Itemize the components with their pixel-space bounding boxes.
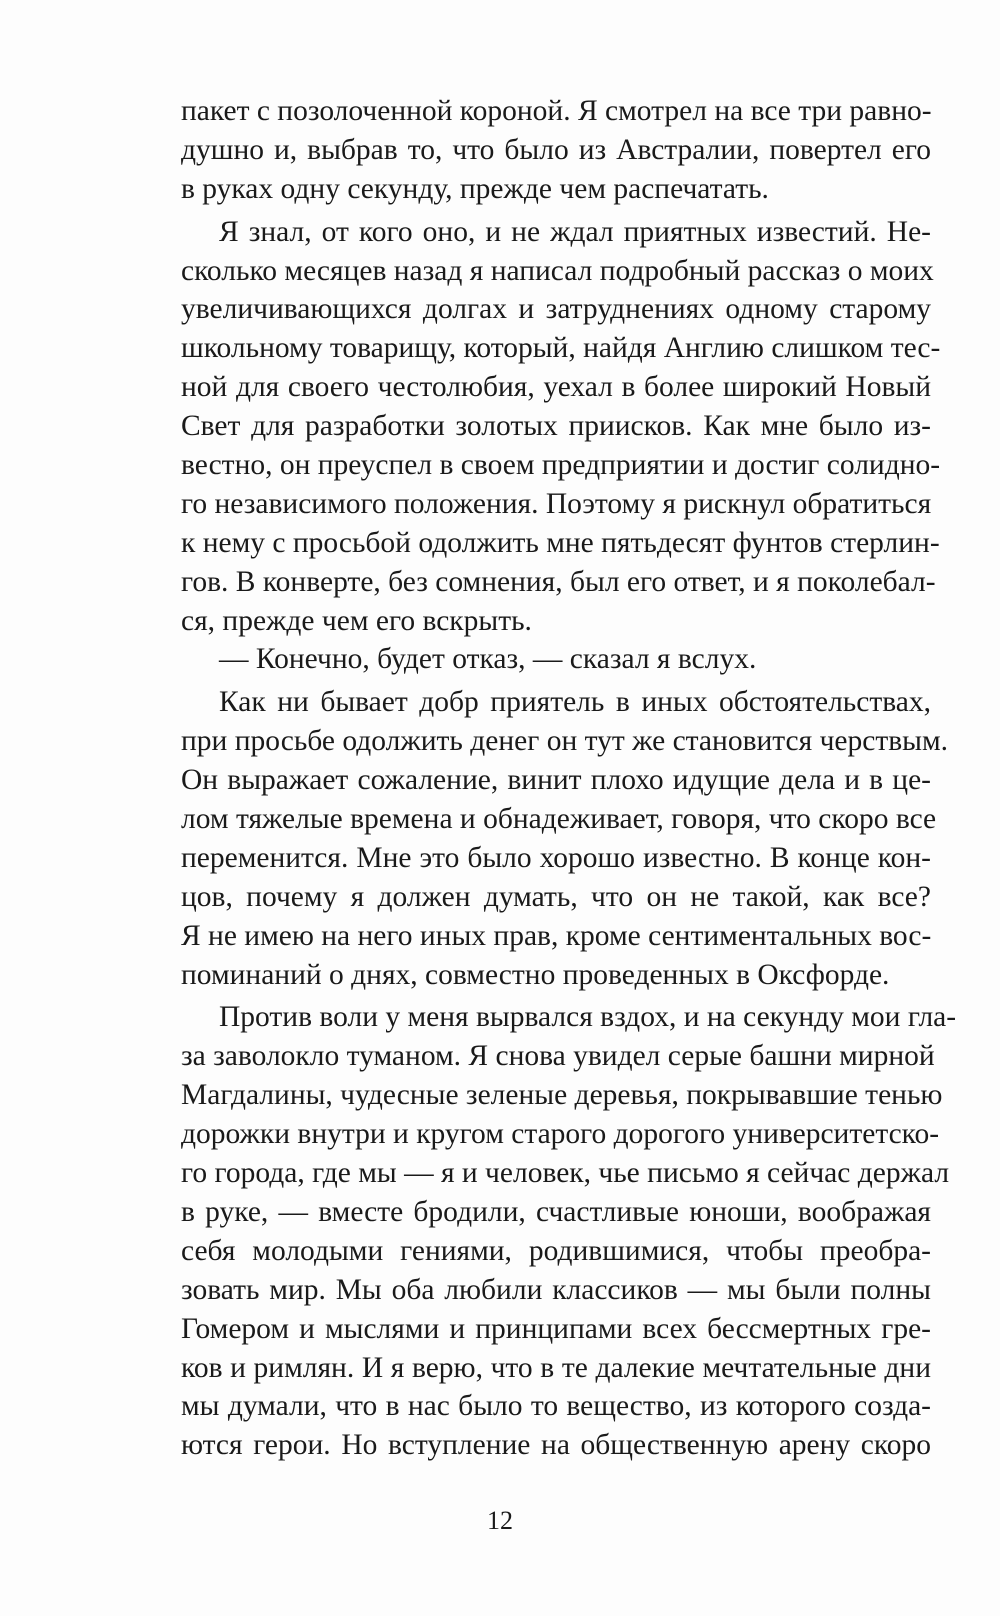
text-line: Я знал, от кого оно, и не ждал приятных известий. Не-	[219, 215, 931, 248]
text-line: ются герои. Но вступление на общественную арену скоро	[181, 1429, 931, 1462]
text-line: увеличивающихся долгах и затруднениях одному старому	[181, 293, 931, 326]
text-line: поминаний о днях, совместно проведенных в Оксфорде.	[181, 958, 890, 991]
text-line: — Конечно, будет отказ, — сказал я вслух.	[219, 643, 757, 676]
text-line: лом тяжелые времена и обнадеживает, говоря, что скоро все	[181, 803, 937, 836]
text-line: ков и римлян. И я верю, что в те далекие мечтательные дни	[181, 1351, 931, 1384]
body-text	[181, 92, 957, 1465]
text-line: Я не имею на него иных прав, кроме сентиментальных вос-	[181, 919, 932, 952]
text-line: душно и, выбрав то, что было из Австралии, повертел его	[181, 133, 931, 166]
text-line: ной для своего честолюбия, уехал в более широкий Новый	[181, 371, 931, 404]
text-line: ся, прежде чем его вскрыть.	[181, 604, 532, 637]
text-line: дорожки внутри и кругом старого дорогого университетско-	[181, 1118, 940, 1151]
text-line: в руках одну секунду, прежде чем распечатать.	[181, 172, 769, 205]
text-line: Как ни бывает добр приятель в иных обстоятельствах,	[219, 686, 931, 719]
text-line: переменится. Мне это было хорошо известно. В конце кон-	[181, 841, 931, 874]
text-line: пакет с позолоченной короной. Я смотрел на все три равно-	[181, 95, 932, 127]
text-line: к нему с просьбой одолжить мне пятьдесят фунтов стерлин-	[181, 526, 940, 559]
text-line: вестно, он преуспел в своем предприятии и достиг солидно-	[181, 449, 941, 482]
text-line: в руке, — вместе бродили, счастливые юноши, воображая	[181, 1195, 931, 1228]
text-line: Свет для разработки золотых приисков. Как мне было из-	[181, 410, 931, 443]
text-line: го независимого положения. Поэтому я рискнул обратиться	[181, 487, 932, 520]
text-line: зовать мир. Мы оба любили классиков — мы были полны	[181, 1273, 931, 1306]
text-line: школьному товарищу, который, найдя Англию слишком тес-	[181, 332, 941, 365]
text-line: при просьбе одолжить денег он тут же становится черствым.	[181, 725, 949, 758]
text-line: за заволокло туманом. Я снова увидел серые башни мирной	[181, 1040, 935, 1073]
text-line: сколько месяцев назад я написал подробный рассказ о моих	[181, 254, 934, 287]
text-line: Он выражает сожаление, винит плохо идущие дела и в це-	[181, 764, 931, 797]
page-number: 12	[487, 1506, 513, 1535]
text-line: цов, почему я должен думать, что он не такой, как все?	[181, 880, 931, 913]
text-line: себя молодыми гениями, родившимися, чтобы преобра-	[181, 1234, 931, 1267]
text-line: мы думали, что в нас было то вещество, из которого созда-	[181, 1390, 931, 1423]
text-line: Магдалины, чудесные зеленые деревья, покрывавшие тенью	[181, 1079, 943, 1112]
text-line: Против воли у меня вырвался вздох, и на секунду мои гла-	[219, 1001, 957, 1034]
text-line: Гомером и мыслями и принципами всех бессмертных гре-	[181, 1312, 931, 1345]
text-line: го города, где мы — я и человек, чье письмо я сейчас держал	[181, 1157, 950, 1190]
text-line: гов. В конверте, без сомнения, был его ответ, и я поколебал-	[181, 565, 936, 598]
